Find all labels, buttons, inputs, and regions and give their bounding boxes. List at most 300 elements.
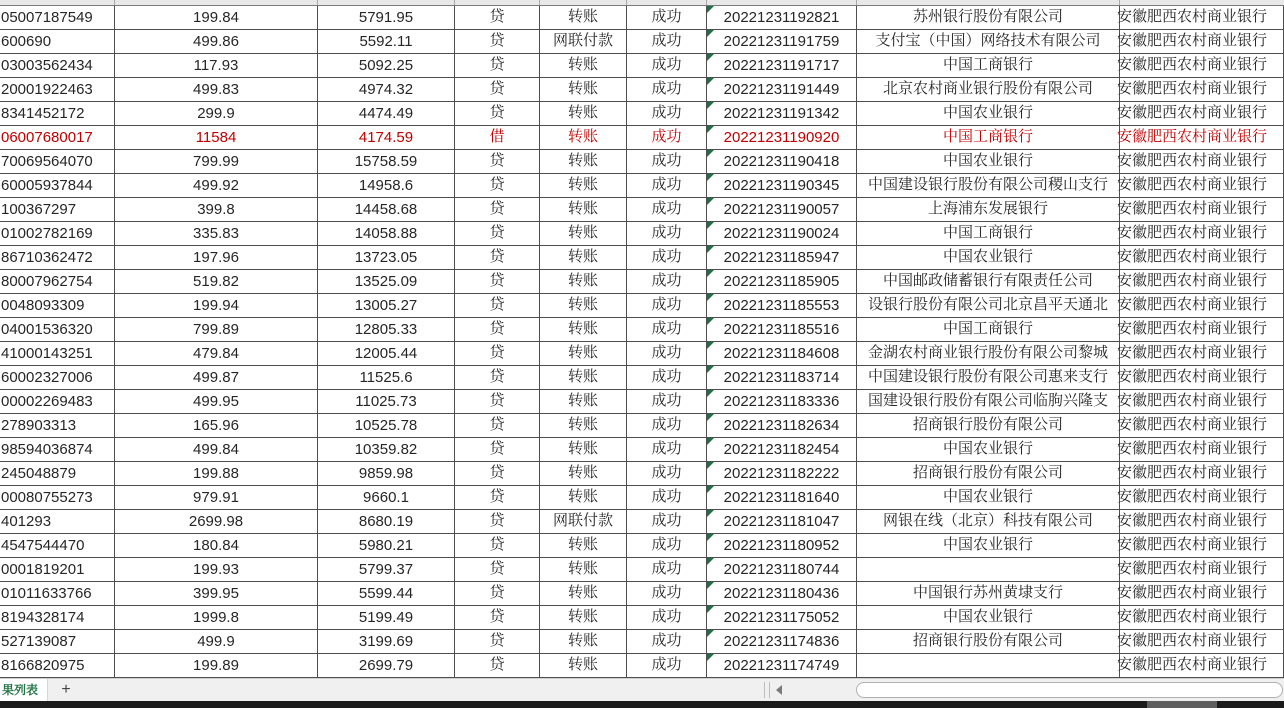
balance-cell[interactable]: 3199.69 — [318, 630, 455, 654]
account-cell[interactable]: 527139087 — [0, 630, 115, 654]
account-cell[interactable]: 4547544470 — [0, 534, 115, 558]
amount-cell[interactable]: 499.86 — [115, 30, 318, 54]
counterparty-bank-cell[interactable]: 中国农业银行 — [857, 246, 1120, 270]
account-bank-cell[interactable]: 安徽肥西农村商业银行 — [1120, 6, 1284, 30]
stored-as-text-indicator-icon — [707, 102, 714, 109]
debit-credit-cell[interactable]: 贷 — [455, 414, 540, 438]
status-cell[interactable]: 成功 — [627, 318, 707, 342]
scrollbar-thumb[interactable] — [856, 682, 1283, 698]
counterparty-bank-cell[interactable]: 中国农业银行 — [857, 486, 1120, 510]
stored-as-text-indicator-icon — [707, 366, 714, 373]
table-row — [0, 486, 1284, 510]
transaction-type-cell[interactable]: 转账 — [540, 390, 627, 414]
table-row — [0, 462, 1284, 486]
account-cell[interactable]: 0001819201 — [0, 558, 115, 582]
transaction-type-cell[interactable]: 转账 — [540, 414, 627, 438]
status-cell[interactable]: 成功 — [627, 150, 707, 174]
timestamp-cell[interactable]: 20221231190024 — [707, 222, 857, 246]
account-bank-cell[interactable]: 安徽肥西农村商业银行 — [1120, 510, 1284, 534]
balance-cell[interactable]: 12005.44 — [318, 342, 455, 366]
counterparty-bank-cell[interactable]: 中国邮政储蓄银行有限责任公司 — [857, 270, 1120, 294]
account-bank-cell[interactable]: 安徽肥西农村商业银行 — [1120, 174, 1284, 198]
account-cell[interactable]: 60002327006 — [0, 366, 115, 390]
account-cell[interactable]: 00002269483 — [0, 390, 115, 414]
status-cell[interactable]: 成功 — [627, 606, 707, 630]
account-bank-cell[interactable]: 安徽肥西农村商业银行 — [1120, 54, 1284, 78]
timestamp-cell[interactable]: 20221231191342 — [707, 102, 857, 126]
counterparty-bank-cell[interactable]: 国建设银行股份有限公司临朐兴隆支 — [857, 390, 1120, 414]
transaction-type-cell[interactable]: 转账 — [540, 462, 627, 486]
counterparty-bank-cell[interactable]: 中国农业银行 — [857, 606, 1120, 630]
stored-as-text-indicator-icon — [707, 630, 714, 637]
balance-cell[interactable]: 11025.73 — [318, 390, 455, 414]
status-cell[interactable]: 成功 — [627, 342, 707, 366]
stored-as-text-indicator-icon — [707, 6, 714, 13]
status-cell[interactable]: 成功 — [627, 270, 707, 294]
timestamp-cell[interactable]: 20221231175052 — [707, 606, 857, 630]
timestamp-cell[interactable]: 20221231182222 — [707, 462, 857, 486]
timestamp-cell[interactable]: 20221231185905 — [707, 270, 857, 294]
stored-as-text-indicator-icon — [707, 510, 714, 517]
transaction-type-cell[interactable]: 转账 — [540, 606, 627, 630]
counterparty-bank-cell[interactable]: 中国建设银行股份有限公司稷山支行 — [857, 174, 1120, 198]
account-cell[interactable]: 86710362472 — [0, 246, 115, 270]
debit-credit-cell[interactable]: 贷 — [455, 582, 540, 606]
account-bank-cell[interactable]: 安徽肥西农村商业银行 — [1120, 30, 1284, 54]
timestamp-cell[interactable]: 20221231182634 — [707, 414, 857, 438]
account-bank-cell[interactable]: 安徽肥西农村商业银行 — [1120, 390, 1284, 414]
amount-cell[interactable]: 299.9 — [115, 102, 318, 126]
balance-cell[interactable]: 2699.79 — [318, 654, 455, 678]
debit-credit-cell[interactable]: 贷 — [455, 174, 540, 198]
amount-cell[interactable]: 499.84 — [115, 438, 318, 462]
account-bank-cell[interactable]: 安徽肥西农村商业银行 — [1120, 246, 1284, 270]
table-row — [0, 6, 1284, 30]
stored-as-text-indicator-icon — [707, 462, 714, 469]
account-cell[interactable]: 41000143251 — [0, 342, 115, 366]
debit-credit-cell[interactable]: 贷 — [455, 630, 540, 654]
amount-cell[interactable]: 2699.98 — [115, 510, 318, 534]
transaction-type-cell[interactable]: 转账 — [540, 174, 627, 198]
table-row — [0, 366, 1284, 390]
status-cell[interactable]: 成功 — [627, 6, 707, 30]
transaction-type-cell[interactable]: 转账 — [540, 486, 627, 510]
amount-cell[interactable]: 979.91 — [115, 486, 318, 510]
account-cell[interactable]: 04001536320 — [0, 318, 115, 342]
counterparty-bank-cell[interactable]: 支付宝（中国）网络技术有限公司 — [857, 30, 1120, 54]
transaction-type-cell[interactable]: 转账 — [540, 78, 627, 102]
timestamp-cell[interactable]: 20221231180744 — [707, 558, 857, 582]
debit-credit-cell[interactable]: 贷 — [455, 486, 540, 510]
table-row — [0, 150, 1284, 174]
status-cell[interactable]: 成功 — [627, 126, 707, 150]
timestamp-cell[interactable]: 20221231191449 — [707, 78, 857, 102]
balance-cell[interactable]: 15758.59 — [318, 150, 455, 174]
status-cell[interactable]: 成功 — [627, 294, 707, 318]
debit-credit-cell[interactable]: 贷 — [455, 462, 540, 486]
timestamp-cell[interactable]: 20221231185947 — [707, 246, 857, 270]
timestamp-cell[interactable]: 20221231183336 — [707, 390, 857, 414]
counterparty-bank-cell[interactable]: 中国建设银行股份有限公司惠来支行 — [857, 366, 1120, 390]
account-cell[interactable]: 01011633766 — [0, 582, 115, 606]
amount-cell[interactable]: 479.84 — [115, 342, 318, 366]
transaction-type-cell[interactable]: 转账 — [540, 654, 627, 678]
timestamp-cell[interactable]: 20221231181640 — [707, 486, 857, 510]
account-cell[interactable]: 20001922463 — [0, 78, 115, 102]
balance-cell[interactable]: 10525.78 — [318, 414, 455, 438]
stored-as-text-indicator-icon — [707, 150, 714, 157]
debit-credit-cell[interactable]: 贷 — [455, 510, 540, 534]
debit-credit-cell[interactable]: 贷 — [455, 606, 540, 630]
counterparty-bank-cell[interactable]: 中国农业银行 — [857, 534, 1120, 558]
transaction-type-cell[interactable]: 转账 — [540, 150, 627, 174]
account-cell[interactable]: 8341452172 — [0, 102, 115, 126]
transaction-type-cell[interactable]: 转账 — [540, 270, 627, 294]
stored-as-text-indicator-icon — [707, 606, 714, 613]
amount-cell[interactable]: 11584 — [115, 126, 318, 150]
amount-cell[interactable]: 799.89 — [115, 318, 318, 342]
account-cell[interactable]: 03003562434 — [0, 54, 115, 78]
table-row — [0, 222, 1284, 246]
status-cell[interactable]: 成功 — [627, 174, 707, 198]
account-bank-cell[interactable]: 安徽肥西农村商业银行 — [1120, 102, 1284, 126]
status-cell[interactable]: 成功 — [627, 222, 707, 246]
debit-credit-cell[interactable]: 贷 — [455, 534, 540, 558]
counterparty-bank-cell[interactable]: 网银在线（北京）科技有限公司 — [857, 510, 1120, 534]
balance-cell[interactable]: 5799.37 — [318, 558, 455, 582]
debit-credit-cell[interactable]: 贷 — [455, 150, 540, 174]
table-row — [0, 126, 1284, 150]
transaction-type-cell[interactable]: 转账 — [540, 318, 627, 342]
account-bank-cell[interactable]: 安徽肥西农村商业银行 — [1120, 606, 1284, 630]
stored-as-text-indicator-icon — [707, 318, 714, 325]
balance-cell[interactable]: 14458.68 — [318, 198, 455, 222]
amount-cell[interactable]: 335.83 — [115, 222, 318, 246]
status-cell[interactable]: 成功 — [627, 30, 707, 54]
stored-as-text-indicator-icon — [707, 222, 714, 229]
timestamp-cell[interactable]: 20221231180952 — [707, 534, 857, 558]
balance-cell[interactable]: 5592.11 — [318, 30, 455, 54]
table-row — [0, 582, 1284, 606]
status-cell[interactable]: 成功 — [627, 462, 707, 486]
balance-cell[interactable]: 4174.59 — [318, 126, 455, 150]
debit-credit-cell[interactable]: 借 — [455, 126, 540, 150]
counterparty-bank-cell[interactable]: 中国农业银行 — [857, 438, 1120, 462]
status-cell[interactable]: 成功 — [627, 390, 707, 414]
status-cell[interactable]: 成功 — [627, 630, 707, 654]
status-cell[interactable]: 成功 — [627, 246, 707, 270]
balance-cell[interactable]: 14958.6 — [318, 174, 455, 198]
status-cell[interactable]: 成功 — [627, 486, 707, 510]
counterparty-bank-cell[interactable]: 中国农业银行 — [857, 102, 1120, 126]
timestamp-cell[interactable]: 20221231185516 — [707, 318, 857, 342]
transaction-type-cell[interactable]: 转账 — [540, 438, 627, 462]
balance-cell[interactable]: 9660.1 — [318, 486, 455, 510]
counterparty-bank-cell[interactable]: 招商银行股份有限公司 — [857, 462, 1120, 486]
status-cell[interactable]: 成功 — [627, 366, 707, 390]
account-cell[interactable]: 8166820975 — [0, 654, 115, 678]
balance-cell[interactable]: 5599.44 — [318, 582, 455, 606]
stored-as-text-indicator-icon — [707, 270, 714, 277]
account-bank-cell[interactable]: 安徽肥西农村商业银行 — [1120, 462, 1284, 486]
counterparty-bank-cell[interactable]: 北京农村商业银行股份有限公司 — [857, 78, 1120, 102]
transaction-type-cell[interactable]: 转账 — [540, 54, 627, 78]
transaction-type-cell[interactable]: 转账 — [540, 582, 627, 606]
timestamp-cell[interactable]: 20221231191717 — [707, 54, 857, 78]
transaction-type-cell[interactable]: 转账 — [540, 294, 627, 318]
amount-cell[interactable]: 199.93 — [115, 558, 318, 582]
table-row — [0, 198, 1284, 222]
timestamp-cell[interactable]: 20221231190057 — [707, 198, 857, 222]
timestamp-cell[interactable]: 20221231181047 — [707, 510, 857, 534]
transaction-type-cell[interactable]: 转账 — [540, 6, 627, 30]
account-bank-cell[interactable]: 安徽肥西农村商业银行 — [1120, 126, 1284, 150]
balance-cell[interactable]: 5980.21 — [318, 534, 455, 558]
timestamp-cell[interactable]: 20221231174749 — [707, 654, 857, 678]
status-cell[interactable]: 成功 — [627, 198, 707, 222]
amount-cell[interactable]: 519.82 — [115, 270, 318, 294]
account-bank-cell[interactable]: 安徽肥西农村商业银行 — [1120, 366, 1284, 390]
amount-cell[interactable]: 180.84 — [115, 534, 318, 558]
account-bank-cell[interactable]: 安徽肥西农村商业银行 — [1120, 582, 1284, 606]
amount-cell[interactable]: 499.83 — [115, 78, 318, 102]
table-row — [0, 294, 1284, 318]
amount-cell[interactable]: 499.87 — [115, 366, 318, 390]
table-row — [0, 270, 1284, 294]
account-bank-cell[interactable]: 安徽肥西农村商业银行 — [1120, 270, 1284, 294]
table-row — [0, 510, 1284, 534]
counterparty-bank-cell[interactable]: 上海浦东发展银行 — [857, 198, 1120, 222]
table-row — [0, 438, 1284, 462]
balance-cell[interactable]: 13525.09 — [318, 270, 455, 294]
balance-cell[interactable]: 11525.6 — [318, 366, 455, 390]
debit-credit-cell[interactable]: 贷 — [455, 6, 540, 30]
counterparty-bank-cell[interactable]: 设银行股份有限公司北京昌平天通北 — [857, 294, 1120, 318]
account-cell[interactable]: 00080755273 — [0, 486, 115, 510]
timestamp-cell[interactable]: 20221231190920 — [707, 126, 857, 150]
account-cell[interactable]: 60005937844 — [0, 174, 115, 198]
amount-cell[interactable]: 499.9 — [115, 630, 318, 654]
status-cell[interactable]: 成功 — [627, 54, 707, 78]
debit-credit-cell[interactable]: 贷 — [455, 102, 540, 126]
amount-cell[interactable]: 199.89 — [115, 654, 318, 678]
amount-cell[interactable]: 399.95 — [115, 582, 318, 606]
table-row — [0, 630, 1284, 654]
balance-cell[interactable]: 12805.33 — [318, 318, 455, 342]
timestamp-cell[interactable]: 20221231185553 — [707, 294, 857, 318]
account-cell[interactable]: 600690 — [0, 30, 115, 54]
status-cell[interactable]: 成功 — [627, 582, 707, 606]
amount-cell[interactable]: 399.8 — [115, 198, 318, 222]
transaction-type-cell[interactable]: 转账 — [540, 222, 627, 246]
counterparty-bank-cell[interactable] — [857, 654, 1120, 678]
transaction-type-cell[interactable]: 转账 — [540, 366, 627, 390]
counterparty-bank-cell[interactable] — [857, 558, 1120, 582]
debit-credit-cell[interactable]: 贷 — [455, 270, 540, 294]
stored-as-text-indicator-icon — [707, 390, 714, 397]
account-cell[interactable]: 01002782169 — [0, 222, 115, 246]
account-bank-cell[interactable]: 安徽肥西农村商业银行 — [1120, 486, 1284, 510]
debit-credit-cell[interactable]: 贷 — [455, 222, 540, 246]
amount-cell[interactable]: 199.84 — [115, 6, 318, 30]
account-cell[interactable]: 70069564070 — [0, 150, 115, 174]
spreadsheet-grid — [0, 6, 1284, 678]
amount-cell[interactable]: 499.92 — [115, 174, 318, 198]
account-bank-cell[interactable]: 安徽肥西农村商业银行 — [1120, 438, 1284, 462]
account-cell[interactable]: 278903313 — [0, 414, 115, 438]
table-row — [0, 414, 1284, 438]
status-cell[interactable]: 成功 — [627, 654, 707, 678]
timestamp-cell[interactable]: 20221231191759 — [707, 30, 857, 54]
timestamp-cell[interactable]: 20221231184608 — [707, 342, 857, 366]
status-cell[interactable]: 成功 — [627, 510, 707, 534]
timestamp-cell[interactable]: 20221231190418 — [707, 150, 857, 174]
transaction-type-cell[interactable]: 转账 — [540, 534, 627, 558]
balance-cell[interactable]: 9859.98 — [318, 462, 455, 486]
amount-cell[interactable]: 165.96 — [115, 414, 318, 438]
table-row — [0, 102, 1284, 126]
counterparty-bank-cell[interactable]: 苏州银行股份有限公司 — [857, 6, 1120, 30]
timestamp-cell[interactable]: 20221231183714 — [707, 366, 857, 390]
stored-as-text-indicator-icon — [707, 30, 714, 37]
account-bank-cell[interactable]: 安徽肥西农村商业银行 — [1120, 78, 1284, 102]
amount-cell[interactable]: 1999.8 — [115, 606, 318, 630]
transaction-type-cell[interactable]: 网联付款 — [540, 30, 627, 54]
account-cell[interactable]: 100367297 — [0, 198, 115, 222]
status-cell[interactable]: 成功 — [627, 102, 707, 126]
scroll-left-arrow-icon[interactable] — [776, 685, 782, 695]
debit-credit-cell[interactable]: 贷 — [455, 438, 540, 462]
tab-scroll-divider[interactable] — [764, 682, 770, 698]
table-row — [0, 390, 1284, 414]
balance-cell[interactable]: 13005.27 — [318, 294, 455, 318]
account-bank-cell[interactable]: 安徽肥西农村商业银行 — [1120, 294, 1284, 318]
status-cell[interactable]: 成功 — [627, 534, 707, 558]
table-row — [0, 54, 1284, 78]
debit-credit-cell[interactable]: 贷 — [455, 654, 540, 678]
account-bank-cell[interactable]: 安徽肥西农村商业银行 — [1120, 630, 1284, 654]
account-bank-cell[interactable]: 安徽肥西农村商业银行 — [1120, 318, 1284, 342]
sheet-tab-bar — [0, 678, 1284, 701]
amount-cell[interactable]: 197.96 — [115, 246, 318, 270]
table-row — [0, 534, 1284, 558]
account-cell[interactable]: 06007680017 — [0, 126, 115, 150]
horizontal-scrollbar[interactable] — [790, 679, 1284, 701]
debit-credit-cell[interactable]: 贷 — [455, 30, 540, 54]
transaction-type-cell[interactable]: 转账 — [540, 126, 627, 150]
debit-credit-cell[interactable]: 贷 — [455, 366, 540, 390]
debit-credit-cell[interactable]: 贷 — [455, 342, 540, 366]
active-sheet-tab[interactable]: 果列表 — [0, 679, 48, 701]
stored-as-text-indicator-icon — [707, 126, 714, 133]
counterparty-bank-cell[interactable]: 金湖农村商业银行股份有限公司黎城 — [857, 342, 1120, 366]
transaction-type-cell[interactable]: 网联付款 — [540, 510, 627, 534]
timestamp-cell[interactable]: 20221231190345 — [707, 174, 857, 198]
debit-credit-cell[interactable]: 贷 — [455, 558, 540, 582]
table-row — [0, 30, 1284, 54]
account-cell[interactable]: 401293 — [0, 510, 115, 534]
transaction-type-cell[interactable]: 转账 — [540, 558, 627, 582]
stored-as-text-indicator-icon — [707, 294, 714, 301]
amount-cell[interactable]: 799.99 — [115, 150, 318, 174]
timestamp-cell[interactable]: 20221231174836 — [707, 630, 857, 654]
counterparty-bank-cell[interactable]: 招商银行股份有限公司 — [857, 630, 1120, 654]
account-cell[interactable]: 245048879 — [0, 462, 115, 486]
status-cell[interactable]: 成功 — [627, 78, 707, 102]
balance-cell[interactable]: 14058.88 — [318, 222, 455, 246]
counterparty-bank-cell[interactable]: 中国农业银行 — [857, 150, 1120, 174]
account-cell[interactable]: 0048093309 — [0, 294, 115, 318]
status-cell[interactable]: 成功 — [627, 558, 707, 582]
amount-cell[interactable]: 199.88 — [115, 462, 318, 486]
status-cell[interactable]: 成功 — [627, 438, 707, 462]
timestamp-cell[interactable]: 20221231182454 — [707, 438, 857, 462]
account-cell[interactable]: 05007187549 — [0, 6, 115, 30]
transaction-type-cell[interactable]: 转账 — [540, 630, 627, 654]
amount-cell[interactable]: 499.95 — [115, 390, 318, 414]
timestamp-cell[interactable]: 20221231180436 — [707, 582, 857, 606]
debit-credit-cell[interactable]: 贷 — [455, 318, 540, 342]
counterparty-bank-cell[interactable]: 招商银行股份有限公司 — [857, 414, 1120, 438]
account-bank-cell[interactable]: 安徽肥西农村商业银行 — [1120, 342, 1284, 366]
account-bank-cell[interactable]: 安徽肥西农村商业银行 — [1120, 558, 1284, 582]
transaction-type-cell[interactable]: 转账 — [540, 102, 627, 126]
transaction-type-cell[interactable]: 转账 — [540, 246, 627, 270]
debit-credit-cell[interactable]: 贷 — [455, 294, 540, 318]
balance-cell[interactable]: 5791.95 — [318, 6, 455, 30]
account-bank-cell[interactable]: 安徽肥西农村商业银行 — [1120, 534, 1284, 558]
balance-cell[interactable]: 5199.49 — [318, 606, 455, 630]
balance-cell[interactable]: 4974.32 — [318, 78, 455, 102]
add-sheet-button[interactable]: + — [61, 681, 71, 698]
account-cell[interactable]: 80007962754 — [0, 270, 115, 294]
amount-cell[interactable]: 199.94 — [115, 294, 318, 318]
table-row — [0, 78, 1284, 102]
balance-cell[interactable]: 8680.19 — [318, 510, 455, 534]
counterparty-bank-cell[interactable]: 中国工商银行 — [857, 222, 1120, 246]
account-bank-cell[interactable]: 安徽肥西农村商业银行 — [1120, 198, 1284, 222]
timestamp-cell[interactable]: 20221231192821 — [707, 6, 857, 30]
account-bank-cell[interactable]: 安徽肥西农村商业银行 — [1120, 150, 1284, 174]
account-bank-cell[interactable]: 安徽肥西农村商业银行 — [1120, 654, 1284, 678]
account-cell[interactable]: 98594036874 — [0, 438, 115, 462]
counterparty-bank-cell[interactable]: 中国银行苏州黄埭支行 — [857, 582, 1120, 606]
counterparty-bank-cell[interactable]: 中国工商银行 — [857, 126, 1120, 150]
account-bank-cell[interactable]: 安徽肥西农村商业银行 — [1120, 414, 1284, 438]
transaction-type-cell[interactable]: 转账 — [540, 198, 627, 222]
debit-credit-cell[interactable]: 贷 — [455, 54, 540, 78]
debit-credit-cell[interactable]: 贷 — [455, 198, 540, 222]
stored-as-text-indicator-icon — [707, 558, 714, 565]
stored-as-text-indicator-icon — [707, 246, 714, 253]
balance-cell[interactable]: 10359.82 — [318, 438, 455, 462]
counterparty-bank-cell[interactable]: 中国工商银行 — [857, 318, 1120, 342]
account-cell[interactable]: 8194328174 — [0, 606, 115, 630]
account-bank-cell[interactable]: 安徽肥西农村商业银行 — [1120, 222, 1284, 246]
debit-credit-cell[interactable]: 贷 — [455, 390, 540, 414]
balance-cell[interactable]: 5092.25 — [318, 54, 455, 78]
balance-cell[interactable]: 4474.49 — [318, 102, 455, 126]
stored-as-text-indicator-icon — [707, 198, 714, 205]
amount-cell[interactable]: 117.93 — [115, 54, 318, 78]
balance-cell[interactable]: 13723.05 — [318, 246, 455, 270]
stored-as-text-indicator-icon — [707, 654, 714, 661]
debit-credit-cell[interactable]: 贷 — [455, 78, 540, 102]
transaction-type-cell[interactable]: 转账 — [540, 342, 627, 366]
counterparty-bank-cell[interactable]: 中国工商银行 — [857, 54, 1120, 78]
status-cell[interactable]: 成功 — [627, 414, 707, 438]
debit-credit-cell[interactable]: 贷 — [455, 246, 540, 270]
